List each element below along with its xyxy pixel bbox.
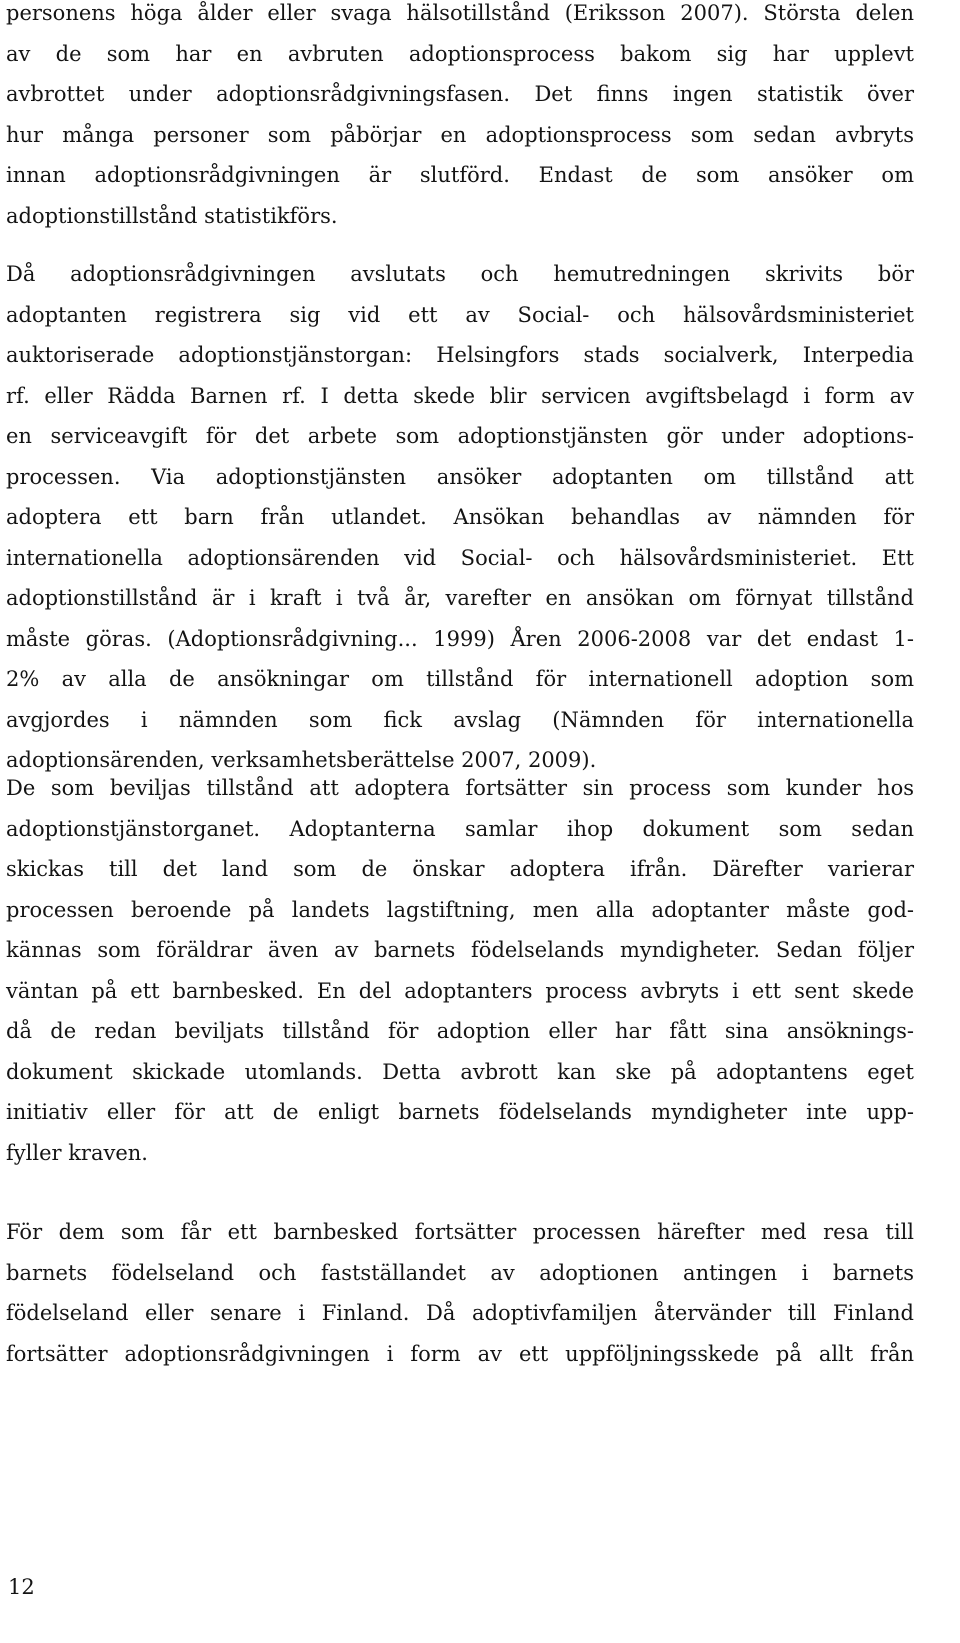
- paragraph-line: avgjordes i nämnden som fick avslag (Nämnden för internationella: [6, 707, 914, 732]
- paragraph-line: adoptionstjänstorganet. Adoptanterna samlar ihop dokument som sedan: [6, 816, 914, 841]
- paragraph-line: då de redan beviljats tillstånd för adoption eller har fått sina ansöknings-: [6, 1019, 914, 1043]
- paragraph-line: måste göras. (Adoptionsrådgivning... 1999) Åren 2006-2008 var det endast 1-: [6, 626, 914, 651]
- paragraph-3: [6, 768, 914, 1173]
- paragraph-line: adoptionstillstånd statistikförs.: [6, 203, 338, 228]
- paragraph-line: För dem som får ett barnbesked fortsätter processen härefter med resa till: [6, 1220, 914, 1244]
- paragraph-line: adoptanten registrera sig vid ett av Social- och hälsovårdsministeriet: [6, 302, 914, 327]
- paragraph-line: av de som har en avbruten adoptionsprocess bakom sig har upplevt: [6, 41, 914, 66]
- paragraph-1: [6, 0, 914, 236]
- paragraph-line: processen beroende på landets lagstiftning, men alla adoptanter måste god-: [6, 897, 914, 922]
- paragraph-line: hur många personer som påbörjar en adoptionsprocess som sedan avbryts: [6, 122, 914, 147]
- paragraph-line: fortsätter adoptionsrådgivningen i form av ett uppföljningsskede på allt från: [6, 1341, 914, 1366]
- paragraph-2: [6, 254, 914, 781]
- paragraph-line: initiativ eller för att de enligt barnets födelselands myndigheter inte upp-: [6, 1100, 914, 1124]
- paragraph-line: födelseland eller senare i Finland. Då adoptivfamiljen återvänder till Finland: [6, 1301, 914, 1325]
- paragraph-line: adoptionstillstånd är i kraft i två år, varefter en ansökan om förnyat tillstånd: [6, 586, 914, 610]
- paragraph-line: innan adoptionsrådgivningen är slutförd. Endast de som ansöker om: [6, 163, 914, 187]
- page-number: 12: [8, 1575, 35, 1599]
- paragraph-line: väntan på ett barnbesked. En del adoptanters process avbryts i ett sent skede: [6, 978, 914, 1003]
- paragraph-line: Då adoptionsrådgivningen avslutats och hemutredningen skrivits bör: [6, 262, 914, 286]
- paragraph-line: personens höga ålder eller svaga hälsotillstånd (Eriksson 2007). Största delen: [6, 1, 914, 25]
- paragraph-line: dokument skickade utomlands. Detta avbrott kan ske på adoptantens eget: [6, 1059, 914, 1084]
- paragraph-line: processen. Via adoptionstjänsten ansöker adoptanten om tillstånd att: [6, 464, 914, 489]
- paragraph-line: internationella adoptionsärenden vid Social- och hälsovårdsministeriet. Ett: [6, 545, 914, 570]
- paragraph-line: adoptera ett barn från utlandet. Ansökan behandlas av nämnden för: [6, 505, 914, 529]
- paragraph-line: barnets födelseland och fastställandet av adoptionen antingen i barnets: [6, 1260, 914, 1285]
- paragraph-line: 2% av alla de ansökningar om tillstånd för internationell adoption som: [6, 667, 914, 691]
- paragraph-line: De som beviljas tillstånd att adoptera fortsätter sin process som kunder hos: [6, 776, 914, 800]
- paragraph-line: avbrottet under adoptionsrådgivningsfasen. Det finns ingen statistik över: [6, 82, 914, 106]
- paragraph-line: adoptionsärenden, verksamhetsberättelse 2007, 2009).: [6, 748, 597, 772]
- paragraph-line: kännas som föräldrar även av barnets födelselands myndigheter. Sedan följer: [6, 938, 914, 962]
- paragraph-line: skickas till det land som de önskar adoptera ifrån. Därefter varierar: [6, 857, 914, 881]
- paragraph-line: rf. eller Rädda Barnen rf. I detta skede blir servicen avgiftsbelagd i form av: [6, 383, 914, 408]
- paragraph-4: [6, 1212, 914, 1374]
- paragraph-line: en serviceavgift för det arbete som adoptionstjänsten gör under adoptions-: [6, 424, 914, 448]
- paragraph-line: auktoriserade adoptionstjänstorgan: Helsingfors stads socialverk, Interpedia: [6, 343, 914, 367]
- paragraph-line: fyller kraven.: [6, 1140, 148, 1165]
